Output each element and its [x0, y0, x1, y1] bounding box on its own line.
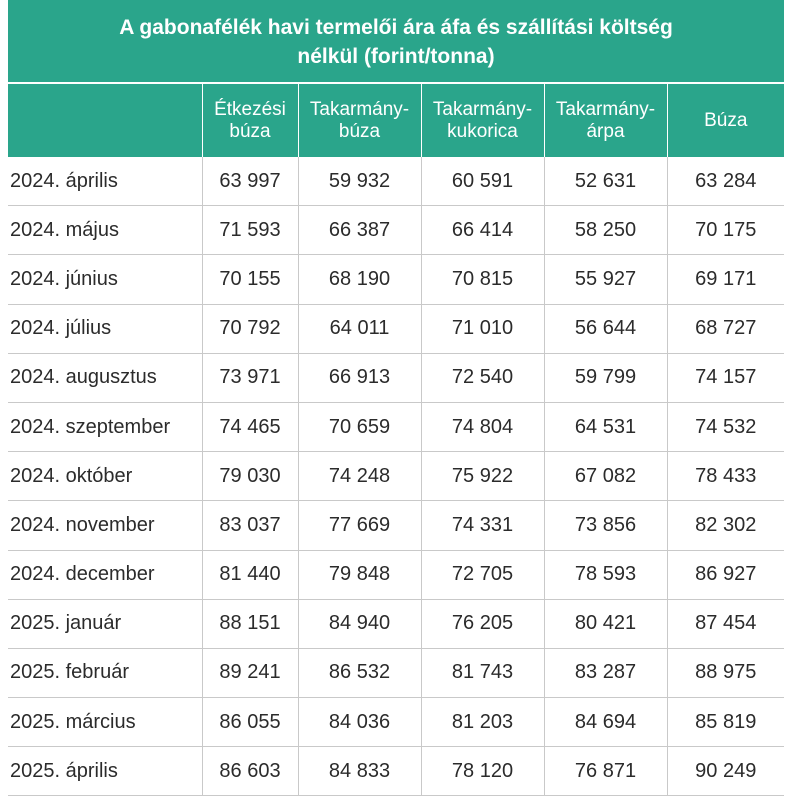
- value-cell: 59 799: [544, 353, 667, 402]
- row-label: 2024. december: [8, 550, 202, 599]
- table-row: [8, 698, 784, 747]
- row-label: 2024. november: [8, 501, 202, 550]
- value-cell: 84 833: [298, 747, 421, 796]
- column-header: [544, 84, 667, 157]
- value-cell: 59 932: [298, 157, 421, 206]
- column-header-line: búza: [229, 120, 271, 142]
- value-cell: 70 155: [202, 255, 298, 304]
- value-cell: 70 175: [667, 206, 784, 255]
- value-cell: 76 205: [421, 599, 544, 648]
- value-cell: 52 631: [544, 157, 667, 206]
- value-cell: 81 203: [421, 698, 544, 747]
- value-cell: 74 804: [421, 402, 544, 451]
- table-row: [8, 402, 784, 451]
- table-row: [8, 157, 784, 206]
- table-row: [8, 747, 784, 796]
- table-row: [8, 353, 784, 402]
- column-header-line: Takarmány-: [432, 98, 533, 120]
- value-cell: 70 659: [298, 402, 421, 451]
- value-cell: 73 856: [544, 501, 667, 550]
- value-cell: 84 036: [298, 698, 421, 747]
- value-cell: 58 250: [544, 206, 667, 255]
- value-cell: 63 997: [202, 157, 298, 206]
- table-body: [8, 157, 784, 796]
- value-cell: 85 819: [667, 698, 784, 747]
- value-cell: 74 465: [202, 402, 298, 451]
- column-header-line: Búza: [704, 109, 748, 131]
- column-header: [202, 84, 298, 157]
- value-cell: 83 287: [544, 648, 667, 697]
- value-cell: 55 927: [544, 255, 667, 304]
- value-cell: 88 151: [202, 599, 298, 648]
- value-cell: 78 120: [421, 747, 544, 796]
- column-header: [421, 84, 544, 157]
- column-header: [667, 84, 784, 157]
- value-cell: 60 591: [421, 157, 544, 206]
- table-row: [8, 304, 784, 353]
- value-cell: 74 248: [298, 452, 421, 501]
- value-cell: 67 082: [544, 452, 667, 501]
- header-row: [8, 84, 784, 157]
- value-cell: 63 284: [667, 157, 784, 206]
- value-cell: 64 011: [298, 304, 421, 353]
- row-label: 2025. március: [8, 698, 202, 747]
- row-label: 2024. május: [8, 206, 202, 255]
- column-header-line: Étkezési: [214, 98, 286, 120]
- column-header: [298, 84, 421, 157]
- value-cell: 80 421: [544, 599, 667, 648]
- value-cell: 71 593: [202, 206, 298, 255]
- value-cell: 66 387: [298, 206, 421, 255]
- value-cell: 68 190: [298, 255, 421, 304]
- value-cell: 81 440: [202, 550, 298, 599]
- value-cell: 70 792: [202, 304, 298, 353]
- value-cell: 75 922: [421, 452, 544, 501]
- value-cell: 76 871: [544, 747, 667, 796]
- value-cell: 89 241: [202, 648, 298, 697]
- value-cell: 68 727: [667, 304, 784, 353]
- table-row: [8, 550, 784, 599]
- value-cell: 69 171: [667, 255, 784, 304]
- table-title: [8, 0, 784, 82]
- value-cell: 72 540: [421, 353, 544, 402]
- table-row: [8, 599, 784, 648]
- value-cell: 82 302: [667, 501, 784, 550]
- row-label: 2025. április: [8, 747, 202, 796]
- column-header-line: kukorica: [447, 120, 518, 142]
- value-cell: 78 593: [544, 550, 667, 599]
- value-cell: 86 055: [202, 698, 298, 747]
- value-cell: 64 531: [544, 402, 667, 451]
- value-cell: 90 249: [667, 747, 784, 796]
- grain-price-table: [8, 84, 784, 796]
- value-cell: 70 815: [421, 255, 544, 304]
- column-header-line: Takarmány-: [555, 98, 656, 120]
- table-row: [8, 255, 784, 304]
- value-cell: 72 705: [421, 550, 544, 599]
- column-header-line: búza: [338, 120, 381, 142]
- value-cell: 74 331: [421, 501, 544, 550]
- value-cell: 83 037: [202, 501, 298, 550]
- value-cell: 71 010: [421, 304, 544, 353]
- row-label: 2024. április: [8, 157, 202, 206]
- value-cell: 79 848: [298, 550, 421, 599]
- column-header-line: Takarmány-: [309, 98, 410, 120]
- value-cell: 87 454: [667, 599, 784, 648]
- value-cell: 78 433: [667, 452, 784, 501]
- table-title-line-2: nélkül (forint/tonna): [297, 45, 495, 68]
- value-cell: 86 603: [202, 747, 298, 796]
- value-cell: 86 532: [298, 648, 421, 697]
- value-cell: 81 743: [421, 648, 544, 697]
- value-cell: 88 975: [667, 648, 784, 697]
- value-cell: 84 694: [544, 698, 667, 747]
- table-header: [8, 84, 784, 157]
- table-row: [8, 452, 784, 501]
- table-row: [8, 648, 784, 697]
- value-cell: 56 644: [544, 304, 667, 353]
- price-table-figure: [8, 0, 784, 808]
- column-header-line: árpa: [586, 120, 625, 142]
- value-cell: 74 532: [667, 402, 784, 451]
- table-row: [8, 206, 784, 255]
- header-cell-empty: [8, 84, 202, 157]
- row-label: 2024. szeptember: [8, 402, 202, 451]
- value-cell: 86 927: [667, 550, 784, 599]
- value-cell: 66 913: [298, 353, 421, 402]
- row-label: 2025. február: [8, 648, 202, 697]
- value-cell: 77 669: [298, 501, 421, 550]
- row-label: 2024. október: [8, 452, 202, 501]
- table-title-line-1: A gabonafélék havi termelői ára áfa és szállítási költség: [119, 16, 673, 39]
- table-row: [8, 501, 784, 550]
- row-label: 2024. június: [8, 255, 202, 304]
- value-cell: 84 940: [298, 599, 421, 648]
- value-cell: 66 414: [421, 206, 544, 255]
- value-cell: 79 030: [202, 452, 298, 501]
- row-label: 2024. augusztus: [8, 353, 202, 402]
- value-cell: 74 157: [667, 353, 784, 402]
- row-label: 2025. január: [8, 599, 202, 648]
- value-cell: 73 971: [202, 353, 298, 402]
- row-label: 2024. július: [8, 304, 202, 353]
